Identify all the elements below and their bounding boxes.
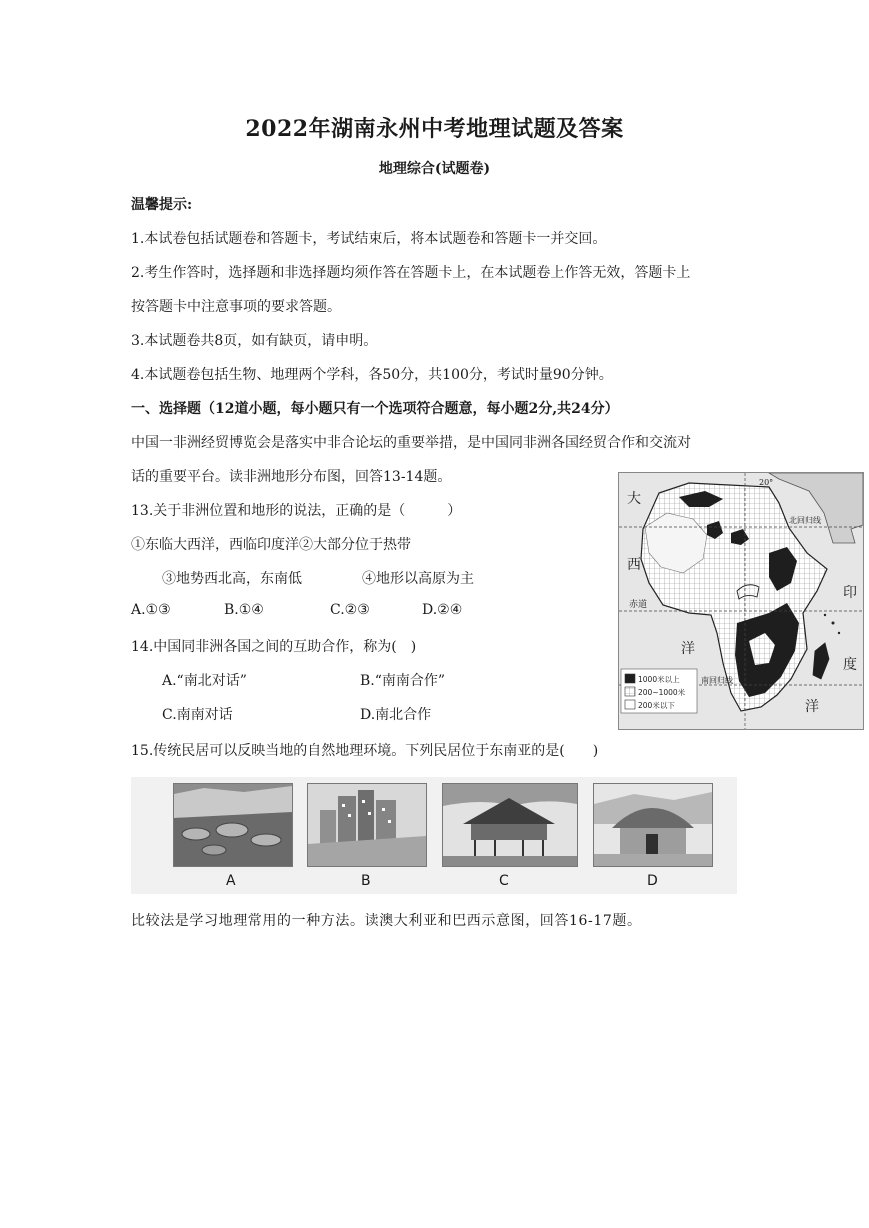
section-heading: 一、选择题（12道小题，每小题只有一个选项符合题意，每小题2分,共24分） xyxy=(131,401,619,417)
map-label-yin: 印 xyxy=(843,585,857,601)
q14-option-a: A.“南北对话” xyxy=(162,673,247,689)
q14-option-d: D.南北合作 xyxy=(360,707,432,723)
map-label-yang-right: 洋 xyxy=(805,699,819,715)
photo-a-tulou-village xyxy=(173,783,293,867)
legend-mid: 200~1000米 xyxy=(638,688,686,697)
map-label-da: 大 xyxy=(627,491,641,507)
map-label-du: 度 xyxy=(843,657,857,673)
map-label-lat-top: 20° xyxy=(759,478,774,487)
notice-item-2-cont: 按答题卡中注意事项的要求答题。 xyxy=(131,299,341,315)
africa-terrain-map xyxy=(618,472,864,730)
notice-item-1: 1.本试卷包括试题卷和答题卡，考试结束后，将本试题卷和答题卡一并交回。 xyxy=(131,231,607,247)
notice-item-3: 3.本试题卷共8页，如有缺页，请申明。 xyxy=(131,333,378,349)
notice-item-2: 2.考生作答时，选择题和非选择题均须作答在答题卡上，在本试题卷上作答无效，答题卡上 xyxy=(131,265,691,281)
q13-option-c: C.②③ xyxy=(330,602,370,618)
dwelling-photos xyxy=(131,777,737,894)
notice-item-4: 4.本试题卷包括生物、地理两个学科，各50分，共100分，考试时量90分钟。 xyxy=(131,367,613,383)
photo-label-d: D xyxy=(647,873,658,889)
legend-high: 1000米以上 xyxy=(638,675,680,684)
map-label-north-tropic: 北回归线 xyxy=(789,516,821,525)
q13-statement-1: ①东临大西洋，西临印度洋②大部分位于热带 xyxy=(131,537,411,553)
photo-label-a: A xyxy=(226,873,236,889)
q15-stem: 15.传统民居可以反映当地的自然地理环境。下列民居位于东南亚的是( ) xyxy=(131,743,599,759)
map-label-xi: 西 xyxy=(627,557,641,573)
africa-map-graphic xyxy=(619,473,863,729)
map-legend xyxy=(621,669,697,713)
photo-label-c: C xyxy=(499,873,509,889)
q13-option-d: D.②④ xyxy=(422,602,463,618)
q13-statement-3: ④地形以高原为主 xyxy=(362,571,474,587)
photo-b-mudbrick-towers xyxy=(307,783,427,867)
photo-label-b: B xyxy=(361,873,371,889)
q16-intro: 比较法是学习地理常用的一种方法。读澳大利亚和巴西示意图，回答16-17题。 xyxy=(131,913,642,929)
legend-low: 200米以下 xyxy=(638,701,675,710)
q13-statement-2: ③地势西北高，东南低 xyxy=(162,571,302,587)
page-title: 2022年湖南永州中考地理试题及答案 xyxy=(245,116,624,142)
q13-option-b: B.①④ xyxy=(224,602,264,618)
q14-stem: 14.中国同非洲各国之间的互助合作，称为( ) xyxy=(131,639,417,655)
map-label-yang-left: 洋 xyxy=(681,641,695,657)
section-intro-line-2: 话的重要平台。读非洲地形分布图，回答13-14题。 xyxy=(131,469,452,485)
map-label-south-tropic: 南回归线 xyxy=(701,676,733,685)
q13-stem: 13.关于非洲位置和地形的说法，正确的是（ ） xyxy=(131,503,462,519)
q14-option-c: C.南南对话 xyxy=(162,707,233,723)
notice-heading: 温馨提示: xyxy=(131,197,193,213)
photo-d-thatched-hut xyxy=(593,783,713,867)
map-label-equator: 赤道 xyxy=(629,600,648,610)
page-subtitle: 地理综合(试题卷) xyxy=(378,161,491,177)
photo-c-stilt-house xyxy=(442,783,578,867)
section-intro-line-1: 中国一非洲经贸博览会是落实中非合论坛的重要举措，是中国同非洲各国经贸合作和交流对 xyxy=(131,435,691,451)
q14-option-b: B.“南南合作” xyxy=(360,673,446,689)
q13-option-a: A.①③ xyxy=(131,602,171,618)
